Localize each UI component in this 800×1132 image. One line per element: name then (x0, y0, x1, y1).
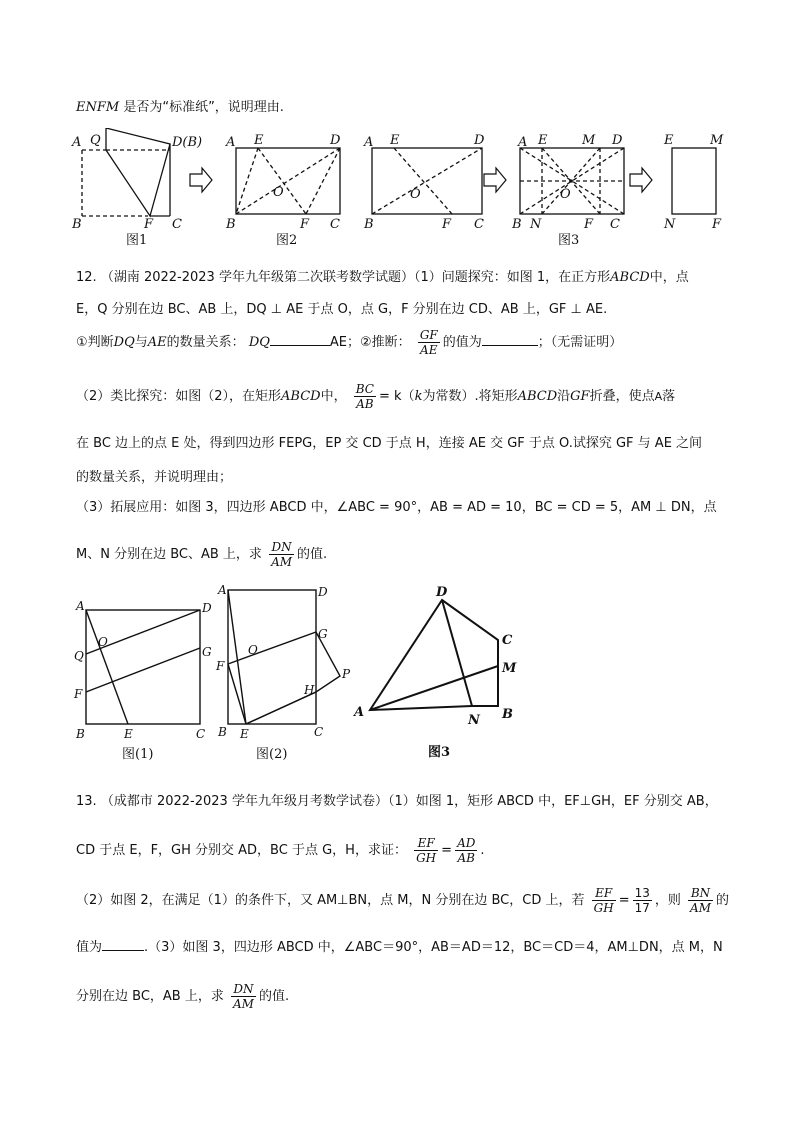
pt-label: D (612, 133, 623, 148)
q12-header (76, 266, 689, 285)
q12-text: 的值为 (442, 335, 482, 350)
pt-label: M (582, 133, 596, 148)
q13-line2: CD 于点 E，F，GH 分别交 AD，BC 于点 G，H，求证： $\frac{EF}{GH}$ = $\frac{AD}{AB}$ . (76, 836, 485, 865)
fraction (688, 886, 713, 915)
pt-label: C (330, 217, 340, 232)
figure-q12-3 (370, 600, 498, 710)
q12-text: 落 (662, 389, 676, 404)
pt-label: O (98, 635, 108, 649)
answer-blank[interactable] (482, 333, 538, 346)
q12-text: （1）问题探究：如图 1，在正方形 (413, 270, 611, 285)
figure-caption: 图1 (126, 233, 148, 248)
pt-label: A (226, 135, 236, 150)
pt-label: C (474, 217, 484, 232)
pt-label: E (240, 727, 249, 741)
q13-line5 (76, 982, 289, 1011)
pt-label: F (74, 687, 83, 701)
pt-label: C (610, 217, 620, 232)
pt-label: B (72, 217, 82, 232)
q13-source: （成都市 2022-2023 学年九年级月考数学试卷） (100, 794, 388, 809)
pt-label: F (216, 659, 225, 673)
pt-label: A (76, 599, 85, 613)
q12-text: AE；②推断： (329, 335, 411, 350)
q12-math: ABCD (281, 389, 321, 404)
q12-text: = k（ (379, 389, 415, 404)
answer-blank[interactable] (270, 333, 330, 346)
q12-text: 的值. (297, 547, 328, 562)
q12-line8 (76, 540, 327, 569)
fraction (418, 328, 440, 357)
pt-label: N (530, 217, 542, 232)
q12-math: DQ (113, 335, 135, 350)
frac-den: AM (232, 997, 254, 1011)
q12-line2: E，Q 分别在边 BC、AB 上，DQ ⊥ AE 于点 O，点 G，F 分别在边 CD、AB 上，GF ⊥ AE. (76, 302, 608, 317)
pt-label: A (518, 135, 528, 150)
answer-blank[interactable] (102, 938, 144, 951)
q12-line5: 在 BC 边上的点 E 处，得到四边形 FEPG，EP 交 CD 于点 H，连接 AE 交 GF 于点 O.试探究 GF 与 AE 之间 (76, 436, 703, 451)
figure-q12-1 (86, 610, 200, 724)
q12-text: M、N 分别在边 BC、AB 上，求 (76, 547, 262, 562)
pt-label: F (144, 217, 154, 232)
pt-label: B (512, 217, 522, 232)
figure-caption: 图3 (558, 233, 580, 248)
q13-line3: （2）如图 2，在满足（1）的条件下，又 AM⊥BN，点 M，N 分别在边 BC，CD 上，若 $\frac{EF}{GH}$ = $\frac{13}{17}$ ，则 $\frac{BN}{AM}$ 的 (76, 886, 729, 915)
fraction (592, 886, 616, 915)
fraction (354, 382, 376, 411)
pt-label: D (436, 585, 448, 600)
pt-label: F (442, 217, 452, 232)
q12-math: ABCD (610, 270, 650, 285)
frac-den: AM (690, 901, 711, 915)
figure-4 (520, 148, 624, 214)
pt-label: M (710, 133, 724, 148)
q12-line4 (76, 382, 675, 411)
q12-text: （2）类比探究：如图（2），在矩形 (76, 389, 282, 404)
q12-line7: （3）拓展应用：如图 3，四边形 ABCD 中，∠ABC = 90°，AB = AD = 10，BC = CD = 5，AM ⊥ DN，点 (76, 500, 717, 515)
pt-label: G (318, 627, 328, 641)
pt-label: C (196, 727, 206, 741)
q12-text: 折叠，使点 (589, 389, 655, 404)
q12-text: 为常数）.将矩形 (422, 389, 518, 404)
figure-caption: 图(1) (122, 747, 154, 762)
pt-label: O (248, 643, 258, 657)
q12-math: GF (570, 389, 590, 404)
q13-text: 分别在边 BC，AB 上，求 (76, 989, 224, 1004)
pt-label: E (254, 133, 264, 148)
pt-label: A (364, 135, 374, 150)
pt-label: F (584, 217, 594, 232)
frac-num: GF (419, 328, 438, 342)
pt-label: B (364, 217, 374, 232)
frac-num: BN (688, 886, 713, 901)
pt-label: F (712, 217, 722, 232)
pt-label: A (354, 705, 365, 720)
figure-3 (372, 148, 482, 214)
q13-line4 (76, 936, 723, 955)
frac-den: AB (356, 397, 374, 411)
pt-label: A (72, 135, 82, 150)
intro-text: 是否为“标准纸”，说明理由. (119, 100, 284, 115)
pt-label: D(B) (172, 135, 203, 150)
figure-5 (672, 148, 716, 214)
frac-num: BC (355, 382, 374, 396)
figure-q12-2 (228, 590, 340, 724)
frac-den: AE (420, 343, 438, 357)
q12-text: ①判断 (76, 335, 114, 350)
pt-label: P (342, 667, 351, 681)
pt-label: E (124, 727, 133, 741)
q13-text: CD 于点 E，F，GH 分别交 AD，BC 于点 G，H，求证： (76, 843, 407, 858)
pt-label: M (502, 661, 517, 676)
fraction (231, 982, 256, 1011)
q12-source: （湖南 2022-2023 学年九年级第二次联考数学试题） (100, 270, 414, 285)
pt-label: B (218, 725, 227, 739)
pt-label: N (664, 217, 676, 232)
q13-text: ，则 (654, 893, 681, 908)
figure-caption: 图(2) (256, 747, 288, 762)
fraction (269, 540, 294, 569)
q13-number: 13. (76, 794, 97, 809)
pt-label: C (314, 725, 324, 739)
frac-den: 17 (634, 901, 650, 915)
pt-label: E (664, 133, 674, 148)
frac-den: GH (416, 851, 437, 865)
pt-label: B (226, 217, 236, 232)
pt-label: E (538, 133, 548, 148)
q12-text: 与 (134, 335, 148, 350)
frac-num: EF (592, 886, 616, 901)
figure-row-2 (70, 582, 530, 772)
pt-label: Q (90, 133, 101, 148)
figure-caption: 图3 (428, 745, 451, 760)
pt-label: H (304, 683, 315, 697)
q12-text: 中，点 (649, 270, 689, 285)
q12-number: 12. (76, 270, 97, 285)
figure-2 (236, 148, 340, 214)
frac-num: 13 (634, 886, 650, 900)
q12-line6: 的数量关系，并说明理由； (76, 470, 233, 485)
pt-label: D (474, 133, 485, 148)
math-enfm: ENFM (76, 100, 120, 115)
q12-math: k (414, 389, 423, 404)
pt-label: B (76, 727, 85, 741)
fraction (633, 886, 652, 915)
arrow-icon (190, 168, 212, 192)
frac-num: EF (414, 836, 438, 851)
pt-label: E (390, 133, 400, 148)
frac-den: AB (457, 851, 475, 865)
pt-label: O (560, 187, 571, 202)
frac-den: AM (271, 555, 293, 569)
pt-label: O (273, 185, 284, 200)
q12-math: ABCD (517, 389, 558, 404)
q12-math: AE (147, 335, 167, 350)
pt-label: O (410, 187, 421, 202)
pt-label: G (202, 645, 212, 659)
frac-num: AD (457, 836, 476, 850)
frac-num: DN (231, 982, 256, 997)
q13-text: 的值. (258, 989, 290, 1004)
figure-row-1 (70, 128, 750, 250)
pt-label: A (218, 583, 227, 597)
figure-caption: 图2 (276, 233, 298, 248)
q12-text: 的数量关系： (166, 335, 245, 350)
pt-label: F (300, 217, 310, 232)
frac-num: DN (269, 540, 294, 555)
pt-label: C (172, 217, 182, 232)
q12-math: A (654, 390, 663, 403)
q13-text: 的 (715, 893, 729, 908)
arrow-icon (484, 168, 506, 192)
q12-text: 沿 (557, 389, 571, 404)
pt-label: B (502, 707, 513, 722)
q12-math: DQ (248, 335, 270, 350)
q12-line3 (76, 328, 622, 357)
q13-text: （1）如图 1，矩形 ABCD 中，EF⊥GH，EF 分别交 AB， (387, 794, 718, 809)
q13-text: 值为 (76, 940, 103, 955)
pt-label: D (330, 133, 341, 148)
q13-text: .（3）如图 3，四边形 ABCD 中，∠ABC＝90°，AB＝AD＝12，BC＝CD＝4，AM⊥DN，点 M，N (144, 940, 723, 955)
q12-text: ；（无需证明） (537, 335, 623, 350)
pt-label: D (318, 585, 328, 599)
intro-line (76, 96, 284, 115)
q13-text: （2）如图 2，在满足（1）的条件下，又 AM⊥BN，点 M，N 分别在边 BC，CD 上，若 (76, 893, 585, 908)
fraction (414, 836, 438, 865)
frac-den: GH (593, 901, 614, 915)
pt-label: D (202, 601, 212, 615)
arrow-icon (630, 168, 652, 192)
pt-label: C (502, 633, 513, 648)
q13-header (76, 790, 718, 809)
q12-text: 中， (320, 389, 347, 404)
pt-label: Q (74, 649, 84, 663)
pt-label: N (468, 713, 480, 728)
fraction (455, 836, 477, 865)
